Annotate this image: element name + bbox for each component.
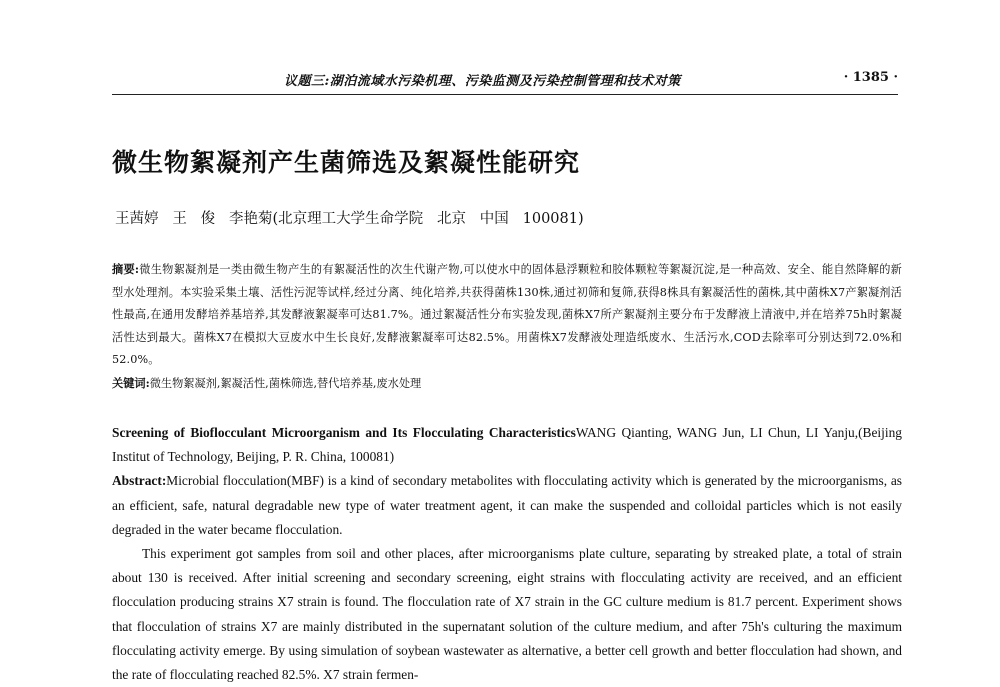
abstract-cn-label: 摘要:	[112, 262, 140, 276]
header-topic: 议题三:湖泊流域水污染机理、污染监测及污染控制管理和技术对策	[284, 74, 681, 89]
abstract-en-label: Abstract:	[112, 473, 167, 489]
abstract-en-text-1: Microbial flocculation(MBF) is a kind of secondary metabolites with flocculating activity which is generated by the microorganisms, as an efficient, safe, natural degradable new type of water treatment agent, it can make the suspended and colloidal particles which is not easily degraded in the water became flocculation.	[112, 473, 902, 537]
article-title: 微生物絮凝剂产生菌筛选及絮凝性能研究	[112, 148, 581, 177]
abstract-cn-text: 微生物絮凝剂是一类由微生物产生的有絮凝活性的次生代谢产物,可以使水中的固体悬浮颗粒和胶体颗粒等絮凝沉淀,是一种高效、安全、能自然降解的新型水处理剂。本实验采集土壤、活性污泥等试样,经过分离、纯化培养,共获得菌株130株,通过初筛和复筛,获得8株具有絮凝活性的菌株,其中菌株X7产絮凝剂活性最高,在通用发酵培养基培养,其发酵液絮凝率可达81.7%。通过絮凝活性分布实验发现,菌株X7所产絮凝剂主要分布于发酵液上清液中,并在培养75h时絮凝活性达到最大。菌株X7在模拟大豆废水中生长良好,发酵液絮凝率可达82.5%。用菌株X7发酵液处理造纸废水、生活污水,COD去除率可分别达到72.0%和52.0%。	[112, 263, 902, 367]
abstract-chinese	[112, 258, 902, 372]
english-section	[112, 421, 902, 687]
page-number: · 1385 ·	[843, 70, 898, 85]
abstract-en-paragraph-1	[112, 469, 902, 542]
keywords-cn-label: 关键词:	[112, 376, 150, 390]
authors-affiliation: 王茜婷 王 俊 李艳菊(北京理工大学生命学院 北京 中国 100081)	[115, 211, 584, 227]
abstract-en-paragraph-2: This experiment got samples from soil and other places, after microorganisms plate culture, separating by streaked plate, a total of strain about 130 is received. After initial screening and secondary screening, eight strains with flocculating activity are received, and an efficient flocculation producing strains X7 strain is found. The flocculation rate of X7 strain in the GC culture medium is 81.7 percent. Experiment shows that flocculation of strains X7 are mainly distributed in the supernatant solution of the culture medium, and after 75h's culturing the maximum flocculating activity emerge. By using simulation of soybean wastewater as alternative, a better cell growth and better flocculation had shown, and the rate of flocculating reached 82.5%. X7 strain fermen-	[112, 546, 902, 683]
keywords-chinese	[112, 372, 902, 395]
english-title: Screening of Bioflocculant Microorganism and Its Flocculating Characteristics	[112, 425, 576, 440]
keywords-cn-text: 微生物絮凝剂,絮凝活性,菌株筛选,替代培养基,废水处理	[149, 377, 422, 390]
english-authors: WANG Qianting, WANG Jun, LI Chun, LI Yanju,(Beijing Institut of Technology, Beijing, P. R. China, 100081)	[112, 425, 902, 465]
english-title-line	[112, 421, 902, 469]
running-header	[112, 66, 898, 95]
